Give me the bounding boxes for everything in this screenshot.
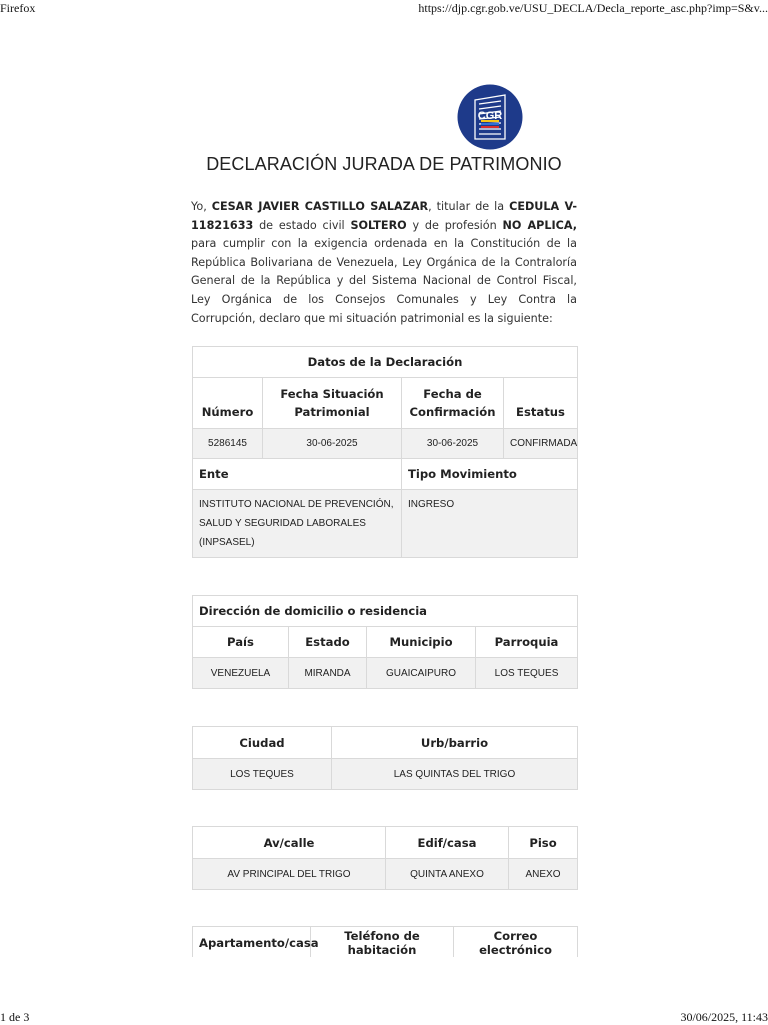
intro-paragraph — [191, 198, 577, 328]
movement-type-value: INGRESO — [402, 490, 578, 558]
column-header: País — [193, 627, 289, 658]
logo-text: CGR — [477, 110, 503, 122]
address-table — [192, 595, 578, 689]
floor-value: ANEXO — [509, 859, 578, 890]
status-value: CONFIRMADA — [504, 429, 578, 459]
column-header: Estatus — [504, 378, 578, 429]
ente-line: INSTITUTO NACIONAL DE PREVENCIÓN, — [199, 499, 394, 510]
state-value: MIRANDA — [289, 658, 367, 689]
contact-table — [192, 926, 578, 957]
column-header: Correo electrónico — [454, 927, 578, 958]
print-header — [0, 0, 768, 16]
table-title: Dirección de domicilio o residencia — [193, 596, 578, 627]
browser-name: Firefox — [0, 1, 36, 15]
intro-text: de estado civil — [253, 218, 351, 232]
intro-text: para cumplir con la exigencia ordenada en la Constitución de la República Bolivariana de Venezuela, Ley Orgánica de la Contraloría General de la República y del Sistema Nacional de Control Fiscal, Ley Orgánica de los Consejos Comunales y Ley Contra la Corrupción, declaro que mi situación patrimonial es la siguiente: — [191, 237, 577, 325]
column-header: Teléfono de habitación — [311, 927, 454, 958]
building-value: QUINTA ANEXO — [386, 859, 509, 890]
ente-value — [193, 490, 402, 558]
intro-text: y de profesión — [406, 218, 503, 232]
city-table — [192, 726, 578, 790]
declarant-cedula: CEDULA V-11821633 — [191, 200, 577, 232]
column-header: Piso — [509, 827, 578, 859]
situation-date: 30-06-2025 — [263, 429, 402, 459]
street-value: AV PRINCIPAL DEL TRIGO — [193, 859, 386, 890]
column-header: Municipio — [367, 627, 476, 658]
ente-line: (INPSASEL) — [199, 537, 255, 548]
street-table — [192, 826, 578, 890]
column-header: Ciudad — [193, 727, 332, 759]
ente-label: Ente — [193, 459, 402, 490]
print-datetime: 30/06/2025, 11:43 — [680, 1010, 768, 1024]
column-header: Apartamento/casa — [193, 927, 311, 958]
column-header: Estado — [289, 627, 367, 658]
country-value: VENEZUELA — [193, 658, 289, 689]
city-value: LOS TEQUES — [193, 759, 332, 790]
table-title: Datos de la Declaración — [193, 347, 578, 378]
declaration-table — [192, 346, 578, 558]
cgr-logo — [457, 84, 523, 150]
document-title: DECLARACIÓN JURADA DE PATRIMONIO — [206, 154, 562, 174]
movement-type-label: Tipo Movimiento — [402, 459, 578, 490]
intro-text: Yo, — [191, 200, 212, 213]
column-header: Av/calle — [193, 827, 386, 859]
intro-text: , titular de la — [428, 200, 510, 213]
ente-line: SALUD Y SEGURIDAD LABORALES — [199, 518, 366, 529]
profession: NO APLICA, — [502, 218, 577, 232]
column-header: Urb/barrio — [332, 727, 578, 759]
column-header: Número — [193, 378, 263, 429]
column-header: Fecha de Confirmación — [402, 378, 504, 429]
civil-status: SOLTERO — [350, 218, 407, 232]
column-header: Parroquia — [476, 627, 578, 658]
parish-value: LOS TEQUES — [476, 658, 578, 689]
urbanization-value: LAS QUINTAS DEL TRIGO — [332, 759, 578, 790]
page-number: 1 de 3 — [0, 1010, 30, 1024]
print-footer — [0, 1009, 768, 1025]
contact-table-clip — [0, 926, 768, 957]
column-header: Fecha Situación Patrimonial — [263, 378, 402, 429]
print-url: https://djp.cgr.gob.ve/USU_DECLA/Decla_reporte_asc.php?imp=S&v... — [418, 1, 768, 15]
column-header: Edif/casa — [386, 827, 509, 859]
municipality-value: GUAICAIPURO — [367, 658, 476, 689]
confirmation-date: 30-06-2025 — [402, 429, 504, 459]
declaration-number: 5286145 — [193, 429, 263, 459]
declarant-name: CESAR JAVIER CASTILLO SALAZAR — [211, 200, 429, 213]
